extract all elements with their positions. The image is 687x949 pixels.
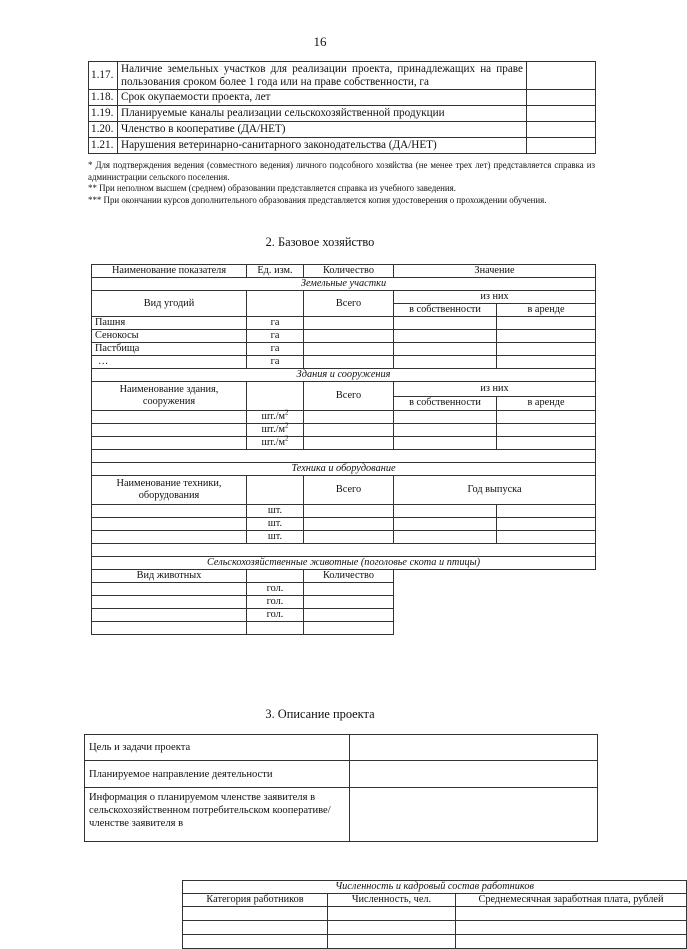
staff-salary-header: Среднемесячная заработная плата, рублей — [456, 894, 687, 907]
criterion-text: Наличие земельных участков для реализации проекта, принадлежащих на праве пользования сроком более 1 года или на праве собственности, га — [118, 62, 527, 90]
input-cell[interactable] — [456, 921, 687, 935]
unit: шт. — [247, 505, 304, 518]
input-cell[interactable] — [497, 531, 596, 544]
land-of-them-header: из них — [394, 291, 596, 304]
land-type: Пашня — [92, 317, 247, 330]
table-row — [85, 761, 598, 788]
unit: шт. — [247, 518, 304, 531]
empty-cell — [247, 291, 304, 317]
staff-section-title: Численность и кадровый состав работников — [183, 881, 687, 894]
criterion-text: Срок окупаемости проекта, лет — [118, 90, 527, 106]
building-name-header: Наименование здания, сооружения — [92, 382, 247, 411]
unit — [247, 434, 304, 450]
machinery-total-header: Всего — [304, 476, 394, 505]
table-row — [85, 788, 598, 842]
unit-text: шт./м — [261, 437, 286, 448]
input-cell[interactable] — [92, 596, 247, 609]
input-cell[interactable] — [394, 518, 497, 531]
input-cell[interactable] — [497, 356, 596, 369]
section-3-title: 3. Описание проекта — [265, 707, 375, 721]
buildings-total-header: Всего — [304, 382, 394, 411]
machinery-year-header: Год выпуска — [394, 476, 596, 505]
input-cell[interactable] — [328, 907, 456, 921]
unit: гол. — [247, 583, 304, 596]
unit: гол. — [247, 596, 304, 609]
empty-row — [92, 450, 596, 463]
table-row — [89, 62, 596, 90]
animal-type-header: Вид животных — [92, 570, 247, 583]
table-row — [92, 356, 596, 369]
value-cell[interactable] — [527, 138, 596, 154]
input-cell[interactable] — [304, 437, 394, 450]
animals-quantity-header: Количество — [304, 570, 394, 583]
staff-category-header: Категория работников — [183, 894, 328, 907]
staff-count-header: Численность, чел. — [328, 894, 456, 907]
value-cell[interactable] — [527, 62, 596, 90]
col-unit: Ед. изм. — [247, 265, 304, 278]
input-cell[interactable] — [328, 935, 456, 949]
unit-superscript: 2 — [285, 421, 289, 430]
value-cell[interactable] — [527, 122, 596, 138]
table-row — [92, 424, 596, 437]
empty-cell — [247, 570, 304, 583]
input-cell[interactable] — [456, 907, 687, 921]
table-row — [92, 411, 596, 424]
land-owned-header: в собственности — [394, 304, 497, 317]
input-cell[interactable] — [497, 437, 596, 450]
table-row — [183, 935, 687, 949]
col-indicator: Наименование показателя — [92, 265, 247, 278]
table-row — [92, 330, 596, 343]
input-cell[interactable] — [497, 411, 596, 424]
input-cell[interactable] — [304, 505, 394, 518]
input-cell[interactable] — [394, 317, 497, 330]
footnotes — [88, 160, 595, 206]
table-row — [89, 138, 596, 154]
footnote: * Для подтверждения ведения (совместного ведения) личного подсобного хозяйства (не менее трех лет) представляется справка из администрации сельского поселения. — [88, 160, 595, 182]
project-field-value[interactable] — [350, 761, 598, 788]
project-description-table — [84, 734, 598, 842]
project-field-label: Планируемое направление деятельности — [85, 761, 350, 788]
project-field-value[interactable] — [350, 788, 598, 842]
land-type: … — [92, 356, 247, 369]
land-type: Пастбища — [92, 343, 247, 356]
input-cell[interactable] — [394, 437, 497, 450]
table-row — [92, 437, 596, 450]
input-cell[interactable] — [92, 505, 247, 518]
staff-table — [182, 880, 687, 949]
empty-row — [92, 544, 596, 557]
unit-text: шт./м — [261, 411, 286, 422]
unit-superscript: 2 — [285, 408, 289, 417]
input-cell[interactable] — [497, 424, 596, 437]
buildings-section-title: Здания и сооружения — [92, 369, 596, 382]
input-cell[interactable] — [304, 317, 394, 330]
value-cell[interactable] — [527, 90, 596, 106]
machinery-section-title: Техника и оборудование — [92, 463, 596, 476]
col-value: Значение — [394, 265, 596, 278]
input-cell[interactable] — [304, 330, 394, 343]
land-type-header: Вид угодий — [92, 291, 247, 317]
land-type: Сенокосы — [92, 330, 247, 343]
section-2-title: 2. Базовое хозяйство — [265, 235, 375, 249]
input-cell[interactable] — [92, 518, 247, 531]
buildings-of-them-header: из них — [394, 382, 596, 397]
unit: гол. — [247, 609, 304, 622]
project-field-value[interactable] — [350, 735, 598, 761]
animals-section-title: Сельскохозяйственные животные (поголовье скота и птицы) — [92, 557, 596, 570]
input-cell[interactable] — [304, 356, 394, 369]
input-cell[interactable] — [92, 531, 247, 544]
row-number: 1.18. — [89, 90, 118, 106]
input-cell[interactable] — [394, 330, 497, 343]
unit-text: шт./м — [261, 424, 286, 435]
value-cell[interactable] — [527, 106, 596, 122]
unit: га — [247, 317, 304, 330]
unit — [247, 408, 304, 424]
input-cell[interactable] — [394, 531, 497, 544]
unit: га — [247, 356, 304, 369]
col-quantity: Количество — [304, 265, 394, 278]
unit: шт. — [247, 531, 304, 544]
input-cell[interactable] — [304, 531, 394, 544]
unit — [247, 421, 304, 437]
machinery-name-header: Наименование техники, оборудования — [92, 476, 247, 505]
buildings-owned-header: в собственности — [394, 396, 497, 411]
unit-superscript: 2 — [285, 434, 289, 443]
table-row — [89, 106, 596, 122]
input-cell[interactable] — [92, 424, 247, 437]
input-cell[interactable] — [394, 356, 497, 369]
input-cell[interactable] — [304, 411, 394, 424]
footnote: *** При окончании курсов дополнительного образования представляется копия удостоверения о прохождении обучения. — [88, 194, 547, 205]
input-cell[interactable] — [328, 921, 456, 935]
table-row — [183, 921, 687, 935]
table-header-row — [92, 265, 596, 278]
table-row — [92, 343, 596, 356]
row-number: 1.19. — [89, 106, 118, 122]
input-cell[interactable] — [92, 437, 247, 450]
criterion-text: Планируемые каналы реализации сельскохозяйственной продукции — [118, 106, 527, 122]
row-number: 1.17. — [89, 62, 118, 90]
input-cell[interactable] — [304, 583, 394, 596]
input-cell[interactable] — [183, 907, 328, 921]
input-cell[interactable] — [394, 424, 497, 437]
table-row — [85, 735, 598, 761]
table-row — [92, 317, 596, 330]
unit: га — [247, 330, 304, 343]
input-cell[interactable] — [456, 935, 687, 949]
land-leased-header: в аренде — [497, 304, 596, 317]
project-field-label: Цель и задачи проекта — [85, 735, 350, 761]
empty-cell — [247, 476, 304, 505]
table-row — [92, 505, 596, 518]
input-cell[interactable] — [304, 518, 394, 531]
input-cell[interactable] — [394, 343, 497, 356]
table-row — [89, 122, 596, 138]
input-cell[interactable] — [497, 518, 596, 531]
table-row — [92, 518, 596, 531]
input-cell[interactable] — [304, 596, 394, 609]
input-cell[interactable] — [92, 583, 247, 596]
row-number: 1.20. — [89, 122, 118, 138]
unit: га — [247, 343, 304, 356]
input-cell[interactable] — [394, 411, 497, 424]
input-cell[interactable] — [497, 330, 596, 343]
table-row — [92, 531, 596, 544]
input-cell[interactable] — [183, 935, 328, 949]
input-cell[interactable] — [497, 505, 596, 518]
base-farm-table — [91, 264, 596, 635]
empty-cell — [247, 382, 304, 411]
land-section-title: Земельные участки — [92, 278, 596, 291]
input-cell[interactable] — [304, 343, 394, 356]
table-row — [183, 907, 687, 921]
row-number: 1.21. — [89, 138, 118, 154]
input-cell[interactable] — [497, 343, 596, 356]
page-number: 16 — [313, 34, 327, 49]
table-row — [89, 90, 596, 106]
footnote: ** При неполном высшем (среднем) образовании представляется справка из учебного заведения. — [88, 183, 456, 193]
input-cell[interactable] — [183, 921, 328, 935]
input-cell[interactable] — [497, 317, 596, 330]
criterion-text: Членство в кооперативе (ДА/НЕТ) — [118, 122, 527, 138]
input-cell[interactable] — [394, 505, 497, 518]
input-cell[interactable] — [304, 424, 394, 437]
project-field-label: Информация о планируемом членстве заявителя в сельскохозяйственном потребительском кооперативе/членстве заявителя в — [85, 788, 350, 842]
criteria-table — [88, 61, 596, 154]
buildings-leased-header: в аренде — [497, 396, 596, 411]
land-total-header: Всего — [304, 291, 394, 317]
criterion-text: Нарушения ветеринарно-санитарного законодательства (ДА/НЕТ) — [118, 138, 527, 154]
input-cell[interactable] — [92, 411, 247, 424]
